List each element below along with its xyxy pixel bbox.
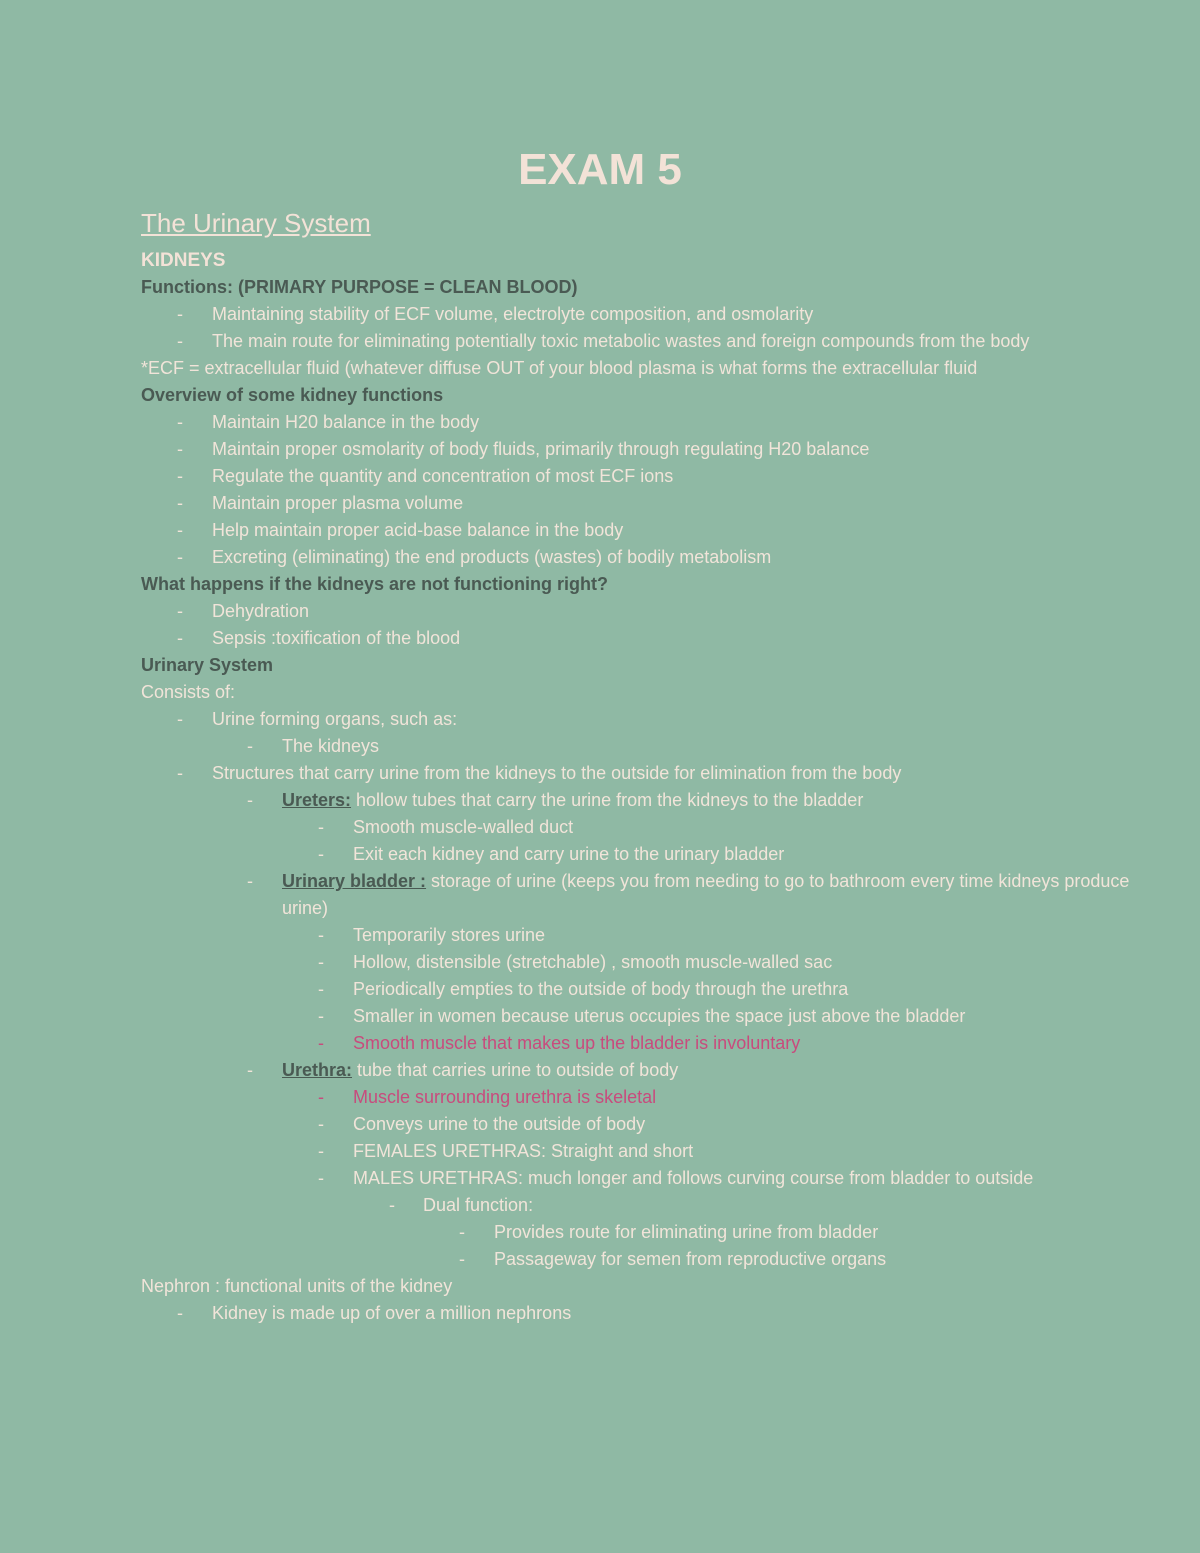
list-item-text: Exit each kidney and carry urine to the urinary bladder bbox=[353, 844, 785, 864]
list-item bbox=[141, 733, 1141, 760]
list-item-text: Urine forming organs, such as: bbox=[212, 709, 458, 729]
list-item bbox=[141, 976, 1141, 1003]
list-item-text: Temporarily stores urine bbox=[353, 925, 546, 945]
list-item-text: Muscle surrounding urethra is skeletal bbox=[353, 1087, 657, 1107]
bullet-dash: - bbox=[318, 1141, 324, 1161]
list-item-text: FEMALES URETHRAS: Straight and short bbox=[353, 1141, 694, 1161]
list-item bbox=[141, 760, 1141, 787]
list-item-text bbox=[141, 1057, 1141, 1084]
document-title: EXAM 5 bbox=[518, 145, 682, 194]
list-item-text: Kidney is made up of over a million nephrons bbox=[212, 1303, 572, 1323]
bullet-dash: - bbox=[318, 979, 324, 999]
urethra-term: Urethra: bbox=[282, 1060, 353, 1080]
bullet-dash: - bbox=[177, 601, 183, 621]
list-item bbox=[141, 1300, 1141, 1327]
list-item bbox=[141, 1111, 1141, 1138]
list-item-text: Structures that carry urine from the kidneys to the outside for elimination from the body bbox=[212, 763, 902, 783]
bullet-dash: - bbox=[177, 1303, 183, 1323]
list-item bbox=[141, 1057, 1141, 1084]
list-item-text: Hollow, distensible (stretchable) , smooth muscle-walled sac bbox=[353, 952, 833, 972]
list-item-text bbox=[141, 868, 1141, 922]
list-item-text: Maintain proper osmolarity of body fluids, primarily through regulating H20 balance bbox=[212, 439, 870, 459]
list-item bbox=[141, 1219, 1141, 1246]
overview-heading: Overview of some kidney functions bbox=[141, 385, 444, 405]
bullet-dash: - bbox=[177, 412, 183, 432]
bullet-dash: - bbox=[177, 628, 183, 648]
list-item-text: The main route for eliminating potentially toxic metabolic wastes and foreign compounds from the body bbox=[212, 331, 1030, 351]
bullet-dash: - bbox=[177, 466, 183, 486]
list-item bbox=[141, 598, 1141, 625]
list-item bbox=[141, 1138, 1141, 1165]
list-item-text: Maintaining stability of ECF volume, electrolyte composition, and osmolarity bbox=[212, 304, 814, 324]
list-item bbox=[141, 544, 1141, 571]
list-item-text: Regulate the quantity and concentration of most ECF ions bbox=[212, 466, 674, 486]
bullet-dash: - bbox=[177, 763, 183, 783]
list-item-text: Dual function: bbox=[423, 1195, 534, 1215]
list-item-text: Sepsis :toxification of the blood bbox=[212, 628, 461, 648]
list-item-text: Provides route for eliminating urine from bladder bbox=[494, 1222, 879, 1242]
list-item-text: Help maintain proper acid-base balance in the body bbox=[212, 520, 624, 540]
list-item bbox=[141, 1003, 1141, 1030]
list-item-text: Smooth muscle-walled duct bbox=[353, 817, 574, 837]
list-item-text: Periodically empties to the outside of body through the urethra bbox=[353, 979, 849, 999]
bladder-term: Urinary bladder : bbox=[282, 871, 427, 891]
urinary-heading: Urinary System bbox=[141, 655, 274, 675]
bullet-dash: - bbox=[318, 1114, 324, 1134]
bullet-dash: - bbox=[177, 547, 183, 567]
ecf-note: *ECF = extracellular fluid (whatever diffuse OUT of your blood plasma is what forms the extracellular fluid bbox=[141, 358, 978, 378]
list-item bbox=[141, 463, 1141, 490]
bullet-dash: - bbox=[318, 1087, 324, 1107]
bullet-dash: - bbox=[318, 952, 324, 972]
document-body bbox=[141, 205, 1141, 1327]
list-item-text: Passageway for semen from reproductive organs bbox=[494, 1249, 887, 1269]
list-item bbox=[141, 1192, 1141, 1219]
list-item bbox=[141, 814, 1141, 841]
list-item bbox=[141, 625, 1141, 652]
list-item bbox=[141, 409, 1141, 436]
list-item bbox=[141, 922, 1141, 949]
bullet-dash: - bbox=[177, 331, 183, 351]
bullet-dash: - bbox=[318, 1006, 324, 1026]
bullet-dash: - bbox=[177, 709, 183, 729]
list-item bbox=[141, 301, 1141, 328]
urethra-description: tube that carries urine to outside of body bbox=[352, 1060, 679, 1080]
list-item-text: Conveys urine to the outside of body bbox=[353, 1114, 646, 1134]
list-item-highlight bbox=[141, 1084, 1141, 1111]
list-item bbox=[141, 517, 1141, 544]
ureters-description: hollow tubes that carry the urine from the kidneys to the bladder bbox=[351, 790, 864, 810]
list-item bbox=[141, 1165, 1141, 1192]
list-item bbox=[141, 949, 1141, 976]
list-item bbox=[141, 490, 1141, 517]
list-item-text: Dehydration bbox=[212, 601, 310, 621]
nephron-definition: Nephron : functional units of the kidney bbox=[141, 1276, 453, 1296]
bullet-dash: - bbox=[247, 871, 253, 891]
bullet-dash: - bbox=[247, 1060, 253, 1080]
ureters-term: Ureters: bbox=[282, 790, 352, 810]
list-item-text: Smooth muscle that makes up the bladder is involuntary bbox=[353, 1033, 801, 1053]
bullet-dash: - bbox=[459, 1249, 465, 1269]
list-item-text: The kidneys bbox=[282, 736, 380, 756]
bullet-dash: - bbox=[247, 790, 253, 810]
kidneys-heading: KIDNEYS bbox=[141, 250, 226, 271]
bullet-dash: - bbox=[318, 1033, 324, 1053]
list-item bbox=[141, 706, 1141, 733]
bullet-dash: - bbox=[318, 817, 324, 837]
list-item bbox=[141, 1246, 1141, 1273]
list-item-text: MALES URETHRAS: much longer and follows curving course from bladder to outside bbox=[353, 1168, 1034, 1188]
bullet-dash: - bbox=[318, 925, 324, 945]
bullet-dash: - bbox=[177, 304, 183, 324]
bullet-dash: - bbox=[247, 736, 253, 756]
bullet-dash: - bbox=[177, 520, 183, 540]
bullet-dash: - bbox=[318, 844, 324, 864]
list-item-text: Smaller in women because uterus occupies the space just above the bladder bbox=[353, 1006, 966, 1026]
list-item-text: Excreting (eliminating) the end products (wastes) of bodily metabolism bbox=[212, 547, 772, 567]
list-item-text: Maintain H20 balance in the body bbox=[212, 412, 480, 432]
list-item bbox=[141, 436, 1141, 463]
list-item-text bbox=[141, 787, 1141, 814]
list-item bbox=[141, 841, 1141, 868]
bullet-dash: - bbox=[177, 493, 183, 513]
functions-heading: Functions: (PRIMARY PURPOSE = CLEAN BLOOD) bbox=[141, 277, 578, 297]
bullet-dash: - bbox=[459, 1222, 465, 1242]
bullet-dash: - bbox=[318, 1168, 324, 1188]
malfunction-heading: What happens if the kidneys are not functioning right? bbox=[141, 574, 609, 594]
section-title: The Urinary System bbox=[141, 208, 371, 238]
list-item bbox=[141, 868, 1141, 922]
list-item bbox=[141, 328, 1141, 355]
list-item-text: Maintain proper plasma volume bbox=[212, 493, 464, 513]
list-item bbox=[141, 787, 1141, 814]
bladder-description: storage of urine (keeps you from needing to go to bathroom every time kidneys produce urine) bbox=[282, 871, 1130, 918]
list-item-highlight bbox=[141, 1030, 1141, 1057]
bullet-dash: - bbox=[389, 1195, 395, 1215]
bullet-dash: - bbox=[177, 439, 183, 459]
consists-of-label: Consists of: bbox=[141, 682, 236, 702]
